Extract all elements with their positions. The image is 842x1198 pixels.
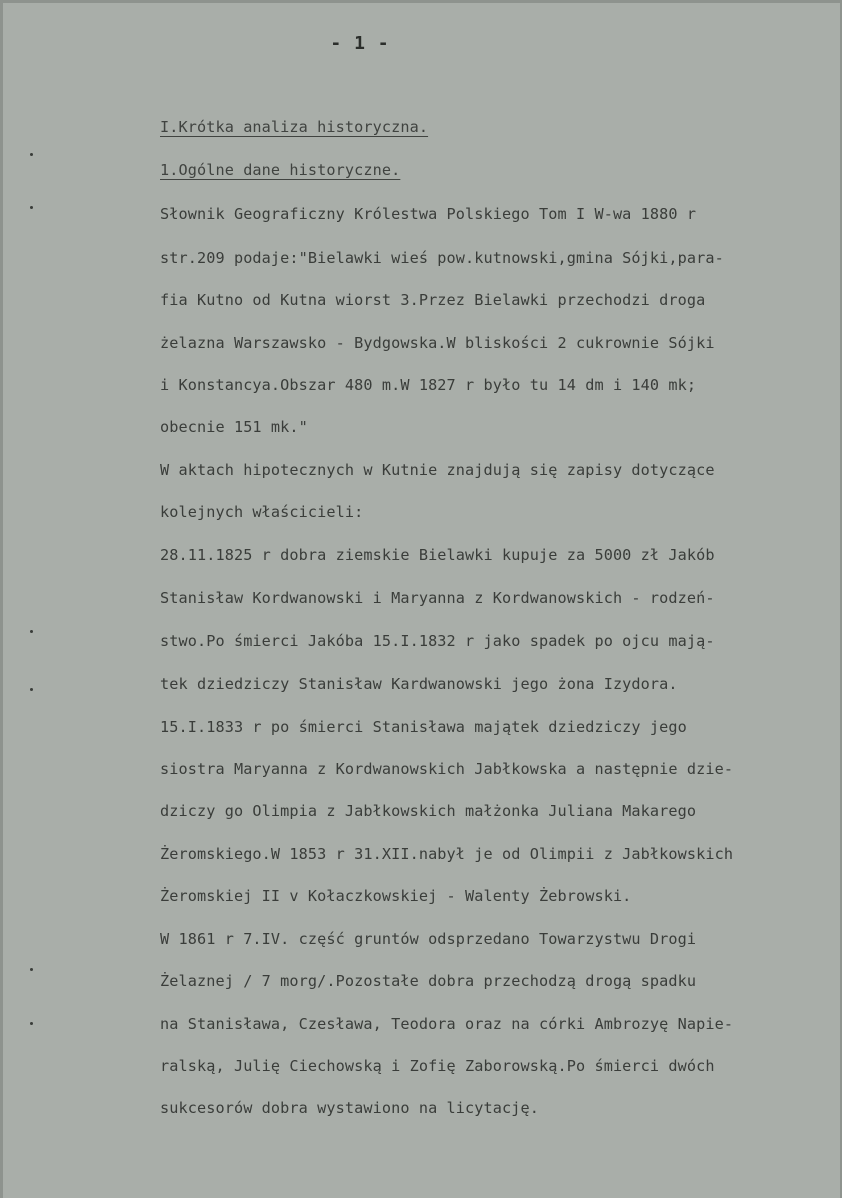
page-number: - 1 - — [330, 33, 390, 54]
body-line: i Konstancya.Obszar 480 m.W 1827 r było tu 14 dm i 140 mk; — [160, 376, 697, 394]
punch-mark — [30, 630, 33, 633]
body-line: fia Kutno od Kutna wiorst 3.Przez Bielawki przechodzi droga — [160, 291, 706, 309]
body-line: W 1861 r 7.IV. część gruntów odsprzedano Towarzystwu Drogi — [160, 930, 697, 948]
body-line: Żeromskiej II v Kołaczkowskiej - Walenty Żebrowski. — [160, 887, 632, 905]
punch-mark — [30, 1022, 33, 1025]
body-line: sukcesorów dobra wystawiono na licytację. — [160, 1099, 539, 1117]
page-edge-left — [0, 0, 3, 1198]
body-line: dziczy go Olimpia z Jabłkowskich małżonka Juliana Makarego — [160, 802, 697, 820]
body-line: str.209 podaje:"Bielawki wieś pow.kutnowski,gmina Sójki,para- — [160, 249, 724, 267]
body-line: 15.I.1833 r po śmierci Stanisława majątek dziedziczy jego — [160, 718, 687, 736]
punch-mark — [30, 206, 33, 209]
body-line: na Stanisława, Czesława, Teodora oraz na córki Ambrozyę Napie- — [160, 1015, 734, 1033]
body-line: tek dziedziczy Stanisław Kardwanowski jego żona Izydora. — [160, 675, 678, 693]
body-line: żelazna Warszawsko - Bydgowska.W bliskości 2 cukrownie Sójki — [160, 334, 715, 352]
section-heading: I.Krótka analiza historyczna. — [160, 118, 429, 136]
punch-mark — [30, 968, 33, 971]
body-line: siostra Maryanna z Kordwanowskich Jabłkowska a następnie dzie- — [160, 760, 734, 778]
body-line: stwo.Po śmierci Jakóba 15.I.1832 r jako spadek po ojcu mają- — [160, 632, 715, 650]
punch-mark — [30, 688, 33, 691]
body-line: Słownik Geograficzny Królestwa Polskiego Tom I W-wa 1880 r — [160, 205, 697, 223]
body-line: Żelaznej / 7 morg/.Pozostałe dobra przechodzą drogą spadku — [160, 972, 697, 990]
punch-mark — [30, 153, 33, 156]
body-line: ralską, Julię Ciechowską i Zofię Zaborowską.Po śmierci dwóch — [160, 1057, 715, 1075]
body-line: Stanisław Kordwanowski i Maryanna z Kordwanowskich - rodzeń- — [160, 589, 715, 607]
page-edge-top — [0, 0, 842, 3]
body-line: 28.11.1825 r dobra ziemskie Bielawki kupuje za 5000 zł Jakób — [160, 546, 715, 564]
body-line: W aktach hipotecznych w Kutnie znajdują się zapisy dotyczące — [160, 461, 715, 479]
subsection-heading: 1.Ogólne dane historyczne. — [160, 161, 401, 179]
body-line: obecnie 151 mk." — [160, 418, 308, 436]
body-line: Żeromskiego.W 1853 r 31.XII.nabył je od Olimpii z Jabłkowskich — [160, 845, 734, 863]
body-line: kolejnych właścicieli: — [160, 503, 364, 521]
